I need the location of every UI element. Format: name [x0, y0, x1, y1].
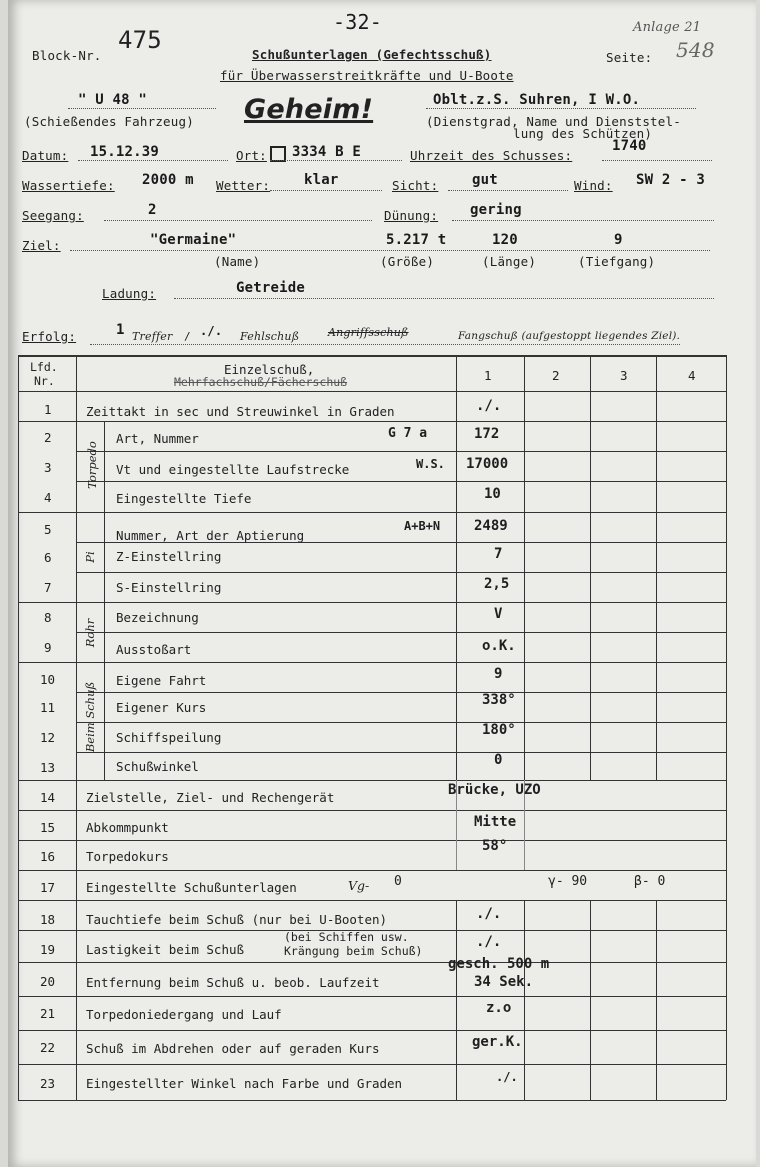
sicht-value: gut — [472, 172, 498, 188]
seite-label: Seite: — [606, 50, 653, 65]
row-value: ./. — [476, 398, 502, 414]
row-value: 9 — [494, 666, 503, 682]
row-label: Torpedokurs — [86, 849, 169, 864]
row-label: Eingestellte Tiefe — [116, 491, 252, 506]
row-label: Lastigkeit beim Schuß — [86, 942, 245, 957]
row-value: ./. — [476, 906, 502, 922]
row-nr: 10 — [40, 672, 56, 687]
group-beim-schuss-label: Beim Schuß — [83, 681, 97, 753]
row-value: gesch. 500 m — [448, 956, 550, 972]
officer-value: Oblt.z.S. Suhren, I W.O. — [433, 92, 641, 108]
row-nr: 13 — [40, 760, 56, 775]
erfolg-fehlschuss: Fehlschuß — [240, 330, 300, 343]
wetter-label: Wetter: — [216, 178, 271, 193]
row-nr: 11 — [40, 700, 56, 715]
wassertiefe-label: Wassertiefe: — [22, 178, 115, 193]
row-nr: 4 — [44, 490, 52, 505]
uhrzeit-value: 1740 — [612, 138, 647, 154]
row-label: Schiffspeilung — [116, 730, 222, 745]
row-nr: 5 — [44, 522, 52, 537]
wassertiefe-value: 2000 m — [142, 172, 194, 188]
row-value: 17000 — [466, 456, 509, 472]
geheim-stamp: Geheim! — [244, 94, 374, 125]
laenge-label: (Länge) — [482, 254, 537, 269]
row-label: Nummer, Art der Aptierung — [116, 528, 305, 543]
ziel-groesse-value: 5.217 t — [386, 232, 447, 248]
datum-label: Datum: — [22, 148, 69, 163]
row19-note-2: Krängung beim Schuß) — [284, 944, 423, 958]
row-value: 58° — [482, 838, 508, 854]
row-value: 2,5 — [484, 576, 510, 592]
anlage-note: Anlage 21 — [633, 20, 702, 35]
row-value: o.K. — [482, 638, 516, 654]
row-value: Mitte — [474, 814, 517, 830]
uhrzeit-label: Uhrzeit des Schusses: — [410, 148, 573, 163]
group-rohr-label: Rohr — [83, 618, 97, 648]
row-nr: 20 — [40, 974, 56, 989]
row-label: Eingestellter Winkel nach Farbe und Graden — [86, 1076, 403, 1091]
seite-value: 548 — [676, 38, 715, 62]
officer-label-1: (Dienstgrad, Name und Dienststel- — [426, 114, 681, 129]
erfolg-treffer: Treffer — [132, 330, 173, 343]
col-lfd-2: Nr. — [34, 374, 55, 388]
row17-beta: β- 0 — [634, 874, 666, 889]
row-nr: 17 — [40, 880, 56, 895]
row-value: z.o — [486, 1000, 512, 1016]
row-value: 7 — [494, 546, 503, 562]
row-label: Tauchtiefe beim Schuß (nur bei U-Booten) — [86, 912, 388, 927]
row17-gamma: γ- 90 — [548, 874, 588, 889]
erfolg-count: 1 — [116, 322, 125, 338]
row-extra: A+B+N — [404, 519, 441, 533]
ziel-label: Ziel: — [22, 238, 61, 253]
row-nr: 3 — [44, 460, 52, 475]
row-nr: 12 — [40, 730, 56, 745]
row-value: 180° — [482, 722, 516, 738]
row-label: Torpedoniedergang und Lauf — [86, 1007, 282, 1022]
erfolg-label: Erfolg: — [22, 329, 77, 344]
row-label: Vt und eingestellte Laufstrecke — [116, 462, 350, 477]
name-label: (Name) — [214, 254, 261, 269]
row-label: Bezeichnung — [116, 610, 199, 625]
row-value: V — [494, 606, 503, 622]
row-label: Ausstoßart — [116, 642, 192, 657]
col-main-2: Mehrfachschuß/Fächerschuß — [174, 375, 348, 389]
row-nr: 23 — [40, 1076, 56, 1091]
row-label: Abkommpunkt — [86, 820, 169, 835]
row-label: Entfernung beim Schuß u. beob. Laufzeit — [86, 975, 380, 990]
col-2: 2 — [552, 368, 560, 383]
block-label: Block-Nr. — [32, 48, 102, 63]
erfolg-sep: / — [184, 330, 191, 343]
row-value: 2489 — [474, 518, 508, 534]
seegang-label: Seegang: — [22, 208, 84, 223]
row-value: ./. — [476, 934, 502, 950]
row-label: Zielstelle, Ziel- und Rechengerät — [86, 790, 335, 805]
col-lfd-1: Lfd. — [30, 360, 58, 374]
row-value: 10 — [484, 486, 501, 502]
ort-label: Ort: — [236, 148, 267, 163]
row-nr: 14 — [40, 790, 56, 805]
row-label: Z-Einstellring — [116, 549, 222, 564]
page-number: -32- — [333, 10, 382, 34]
row-value: Brücke, UZO — [448, 782, 541, 798]
ziel-tiefgang-value: 9 — [614, 232, 623, 248]
duenung-label: Dünung: — [384, 208, 439, 223]
ladung-label: Ladung: — [102, 286, 157, 301]
row-nr: 22 — [40, 1040, 56, 1055]
row-value: 338° — [482, 692, 516, 708]
officer-label-2: lung des Schützen) — [513, 126, 653, 141]
row-value: 172 — [474, 426, 500, 442]
row-label: Zeittakt in sec und Streuwinkel in Graden — [86, 404, 395, 419]
row-label: Eingestellte Schußunterlagen — [86, 880, 297, 895]
row-value: ger.K. — [472, 1034, 523, 1050]
form-title: Schußunterlagen (Gefechtsschuß) — [252, 47, 492, 62]
col-3: 3 — [620, 368, 628, 383]
duenung-value: gering — [470, 202, 522, 218]
vessel-value: " U 48 " — [78, 92, 148, 108]
row-extra: Vg- — [348, 878, 370, 893]
ladung-value: Getreide — [236, 280, 306, 296]
row-nr: 16 — [40, 849, 56, 864]
row-label: S-Einstellring — [116, 580, 222, 595]
wind-value: SW 2 - 3 — [636, 172, 706, 188]
row-nr: 21 — [40, 1006, 56, 1021]
row-nr: 15 — [40, 820, 56, 835]
row19-note-1: (bei Schiffen usw. — [284, 930, 409, 944]
row-nr: 1 — [44, 402, 52, 417]
row-value: 0 — [394, 874, 402, 889]
row-value: 0 — [494, 752, 503, 768]
datum-value: 15.12.39 — [90, 144, 160, 160]
col-main-1: Einzelschuß, — [224, 362, 315, 377]
block-number: 475 — [118, 26, 162, 54]
document-sheet — [8, 0, 756, 1167]
row-nr: 19 — [40, 942, 56, 957]
erfolg-fehl-value: ./. — [200, 324, 223, 338]
ort-value: 3334 B E — [292, 144, 362, 160]
row-extra: G 7 a — [388, 426, 428, 441]
row-label: Eigene Fahrt — [116, 673, 207, 688]
row-label: Art, Nummer — [116, 431, 199, 446]
row-nr: 6 — [44, 550, 52, 565]
row-nr: 8 — [44, 610, 52, 625]
row-extra: W.S. — [416, 457, 445, 471]
row-nr: 9 — [44, 640, 52, 655]
wind-label: Wind: — [574, 178, 613, 193]
ziel-name-value: "Germaine" — [150, 232, 237, 248]
col-1: 1 — [484, 368, 492, 383]
ziel-laenge-value: 120 — [492, 232, 518, 248]
form-subtitle: für Überwasserstreitkräfte und U-Boote — [220, 68, 514, 83]
row-label: Schuß im Abdrehen oder auf geraden Kurs — [86, 1041, 380, 1056]
group-pi-label: Pi — [83, 551, 97, 563]
erfolg-fangschuss: Fangschuß (aufgestoppt liegendes Ziel). — [458, 330, 681, 342]
vessel-label: (Schießendes Fahrzeug) — [24, 114, 194, 129]
row-nr: 7 — [44, 580, 52, 595]
row-nr: 18 — [40, 912, 56, 927]
seegang-value: 2 — [148, 202, 157, 218]
row-label: Eigener Kurs — [116, 700, 207, 715]
erfolg-angriffsschuss: Angriffsschuß — [328, 326, 409, 339]
row20-laufzeit: 34 Sek. — [474, 974, 534, 990]
wetter-value: klar — [304, 172, 339, 188]
tiefgang-label: (Tiefgang) — [578, 254, 656, 269]
row-nr: 2 — [44, 430, 52, 445]
row-label: Schußwinkel — [116, 759, 199, 774]
sicht-label: Sicht: — [392, 178, 439, 193]
col-4: 4 — [688, 368, 696, 383]
group-torpedo-label: Torpedo — [85, 441, 99, 489]
row-value: ./. — [496, 1070, 518, 1084]
groesse-label: (Größe) — [380, 254, 435, 269]
